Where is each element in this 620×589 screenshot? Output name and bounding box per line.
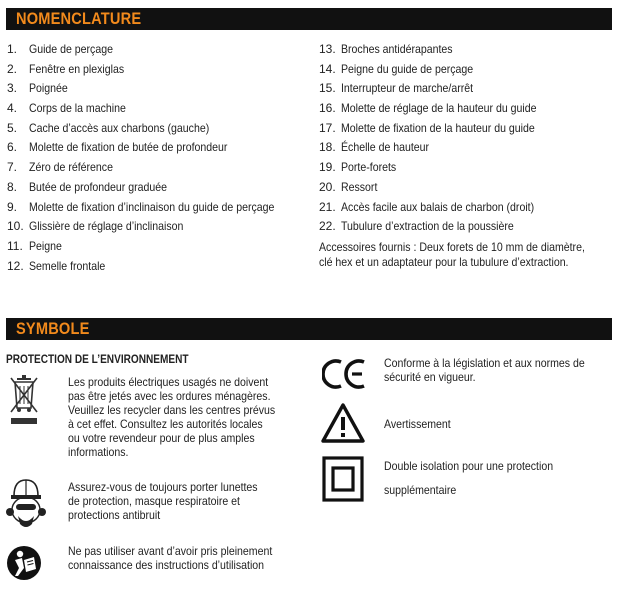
nomenclature-item — [319, 217, 614, 237]
weee-line: ou votre revendeur pour de plus amples — [68, 431, 255, 445]
read-manual-icon — [6, 544, 42, 582]
nomenclature-item — [319, 178, 614, 198]
weee-line: Veuillez les recycler dans les centres prévus — [68, 403, 276, 417]
nomenclature-item — [319, 138, 614, 158]
ce-text — [384, 356, 612, 384]
item-number: 16. — [319, 101, 336, 116]
item-label: Échelle de hauteur — [341, 140, 430, 155]
accessories-note — [319, 240, 620, 270]
item-number: 8. — [7, 179, 18, 194]
nomenclature-item — [7, 99, 307, 119]
item-number: 6. — [7, 140, 18, 155]
item-number: 18. — [319, 140, 336, 155]
item-label: Butée de profondeur graduée — [29, 179, 167, 194]
nomenclature-item — [7, 40, 307, 60]
manual-text — [68, 544, 300, 572]
nomenclature-item — [319, 99, 614, 119]
nomenclature-item — [7, 60, 307, 80]
warning-text — [384, 417, 460, 431]
symbole-header — [6, 318, 612, 340]
item-label: Broches antidérapantes — [341, 42, 453, 56]
nomenclature-item — [7, 79, 307, 99]
nomenclature-item — [7, 138, 307, 158]
weee-line: Les produits électriques usagés ne doivent — [68, 375, 269, 389]
nomenclature-list-left — [7, 40, 307, 276]
ce-line: sécurité en vigueur. — [384, 370, 476, 384]
weee-line: à cet effet. Consultez les autorités locales — [68, 417, 263, 431]
item-label: Porte-forets — [341, 160, 397, 175]
item-label: Poignée — [29, 81, 68, 96]
item-number: 9. — [7, 199, 18, 214]
double-insulation-line: Double isolation pour une protection — [384, 459, 554, 473]
nomenclature-item — [319, 198, 614, 218]
item-label: Semelle frontale — [29, 258, 106, 273]
double-insulation-icon — [322, 456, 364, 502]
ppe-line: protections antibruit — [68, 508, 161, 522]
item-number: 17. — [319, 120, 336, 135]
item-label: Ressort — [341, 179, 378, 194]
nomenclature-item — [319, 60, 614, 80]
item-label: Tubulure d’extraction de la poussière — [341, 219, 514, 234]
ce-line: Conforme à la législation et aux normes de — [384, 356, 585, 370]
nomenclature-header — [6, 8, 612, 30]
nomenclature-item — [319, 79, 614, 99]
item-number: 10. — [7, 219, 24, 234]
nomenclature-title: NOMENCLATURE — [16, 9, 142, 28]
nomenclature-item — [7, 217, 307, 237]
nomenclature-item — [7, 119, 307, 139]
manual-line: connaissance des instructions d’utilisation — [68, 558, 265, 572]
item-number: 19. — [319, 160, 336, 175]
item-number: 14. — [319, 61, 336, 76]
item-number: 12. — [7, 258, 24, 273]
nomenclature-item — [7, 257, 307, 277]
item-number: 21. — [319, 199, 336, 214]
warning-triangle-icon — [320, 402, 366, 444]
manual-line: Ne pas utiliser avant d’avoir pris pleinement — [68, 544, 273, 558]
nomenclature-list-right — [319, 40, 614, 237]
environment-heading: PROTECTION DE L’ENVIRONNEMENT — [6, 352, 189, 366]
item-number: 11. — [7, 238, 23, 253]
item-label: Peigne du guide de perçage — [341, 61, 474, 76]
item-number: 20. — [319, 179, 336, 194]
item-number: 7. — [7, 160, 18, 175]
item-label: Corps de la machine — [29, 101, 126, 116]
item-label: Zéro de référence — [29, 160, 113, 175]
accessories-line: clé hex et un adaptateur pour la tubulure d’extraction. — [319, 255, 569, 269]
item-label: Molette de fixation de la hauteur du guide — [341, 120, 535, 135]
item-label: Fenêtre en plexiglas — [29, 61, 125, 76]
item-label: Molette de réglage de la hauteur du guide — [341, 101, 537, 116]
weee-line: informations. — [68, 445, 129, 459]
item-label: Cache d’accès aux charbons (gauche) — [29, 120, 210, 135]
ppe-line: Assurez-vous de toujours porter lunettes — [68, 480, 258, 494]
symbole-title: SYMBOLE — [16, 319, 90, 338]
item-number: 13. — [319, 42, 336, 56]
item-number: 3. — [7, 81, 18, 96]
ce-mark-icon — [322, 358, 368, 390]
item-number: 15. — [319, 81, 336, 96]
warning-label: Avertissement — [384, 417, 451, 431]
item-label: Peigne — [29, 238, 62, 253]
nomenclature-item — [7, 178, 307, 198]
weee-line: pas être jetés avec les ordures ménagères. — [68, 389, 271, 403]
item-number: 5. — [7, 120, 18, 135]
item-label: Accès facile aux balais de charbon (droit) — [341, 199, 535, 214]
nomenclature-item — [319, 119, 614, 139]
item-label: Glissière de réglage d’inclinaison — [29, 219, 184, 234]
item-number: 22. — [319, 219, 336, 234]
nomenclature-item — [7, 198, 307, 218]
ppe-text — [68, 480, 283, 522]
item-label: Guide de perçage — [29, 42, 113, 56]
item-number: 4. — [7, 101, 18, 116]
weee-text — [68, 375, 303, 459]
item-label: Interrupteur de marche/arrêt — [341, 81, 474, 96]
item-label: Molette de fixation de butée de profondeur — [29, 140, 228, 155]
item-number: 1. — [7, 42, 18, 56]
safety-gear-icon — [6, 476, 46, 538]
double-insulation-text — [384, 459, 576, 497]
nomenclature-item — [319, 40, 614, 60]
weee-bin-icon — [8, 374, 42, 428]
nomenclature-item — [319, 158, 614, 178]
item-label: Molette de fixation d’inclinaison du guide de perçage — [29, 199, 275, 214]
nomenclature-item — [7, 158, 307, 178]
nomenclature-item — [7, 237, 307, 257]
accessories-line: Accessoires fournis : Deux forets de 10 mm de diamètre, — [319, 240, 585, 254]
ppe-line: de protection, masque respiratoire et — [68, 494, 240, 508]
double-insulation-line: supplémentaire — [384, 483, 457, 497]
item-number: 2. — [7, 61, 18, 76]
